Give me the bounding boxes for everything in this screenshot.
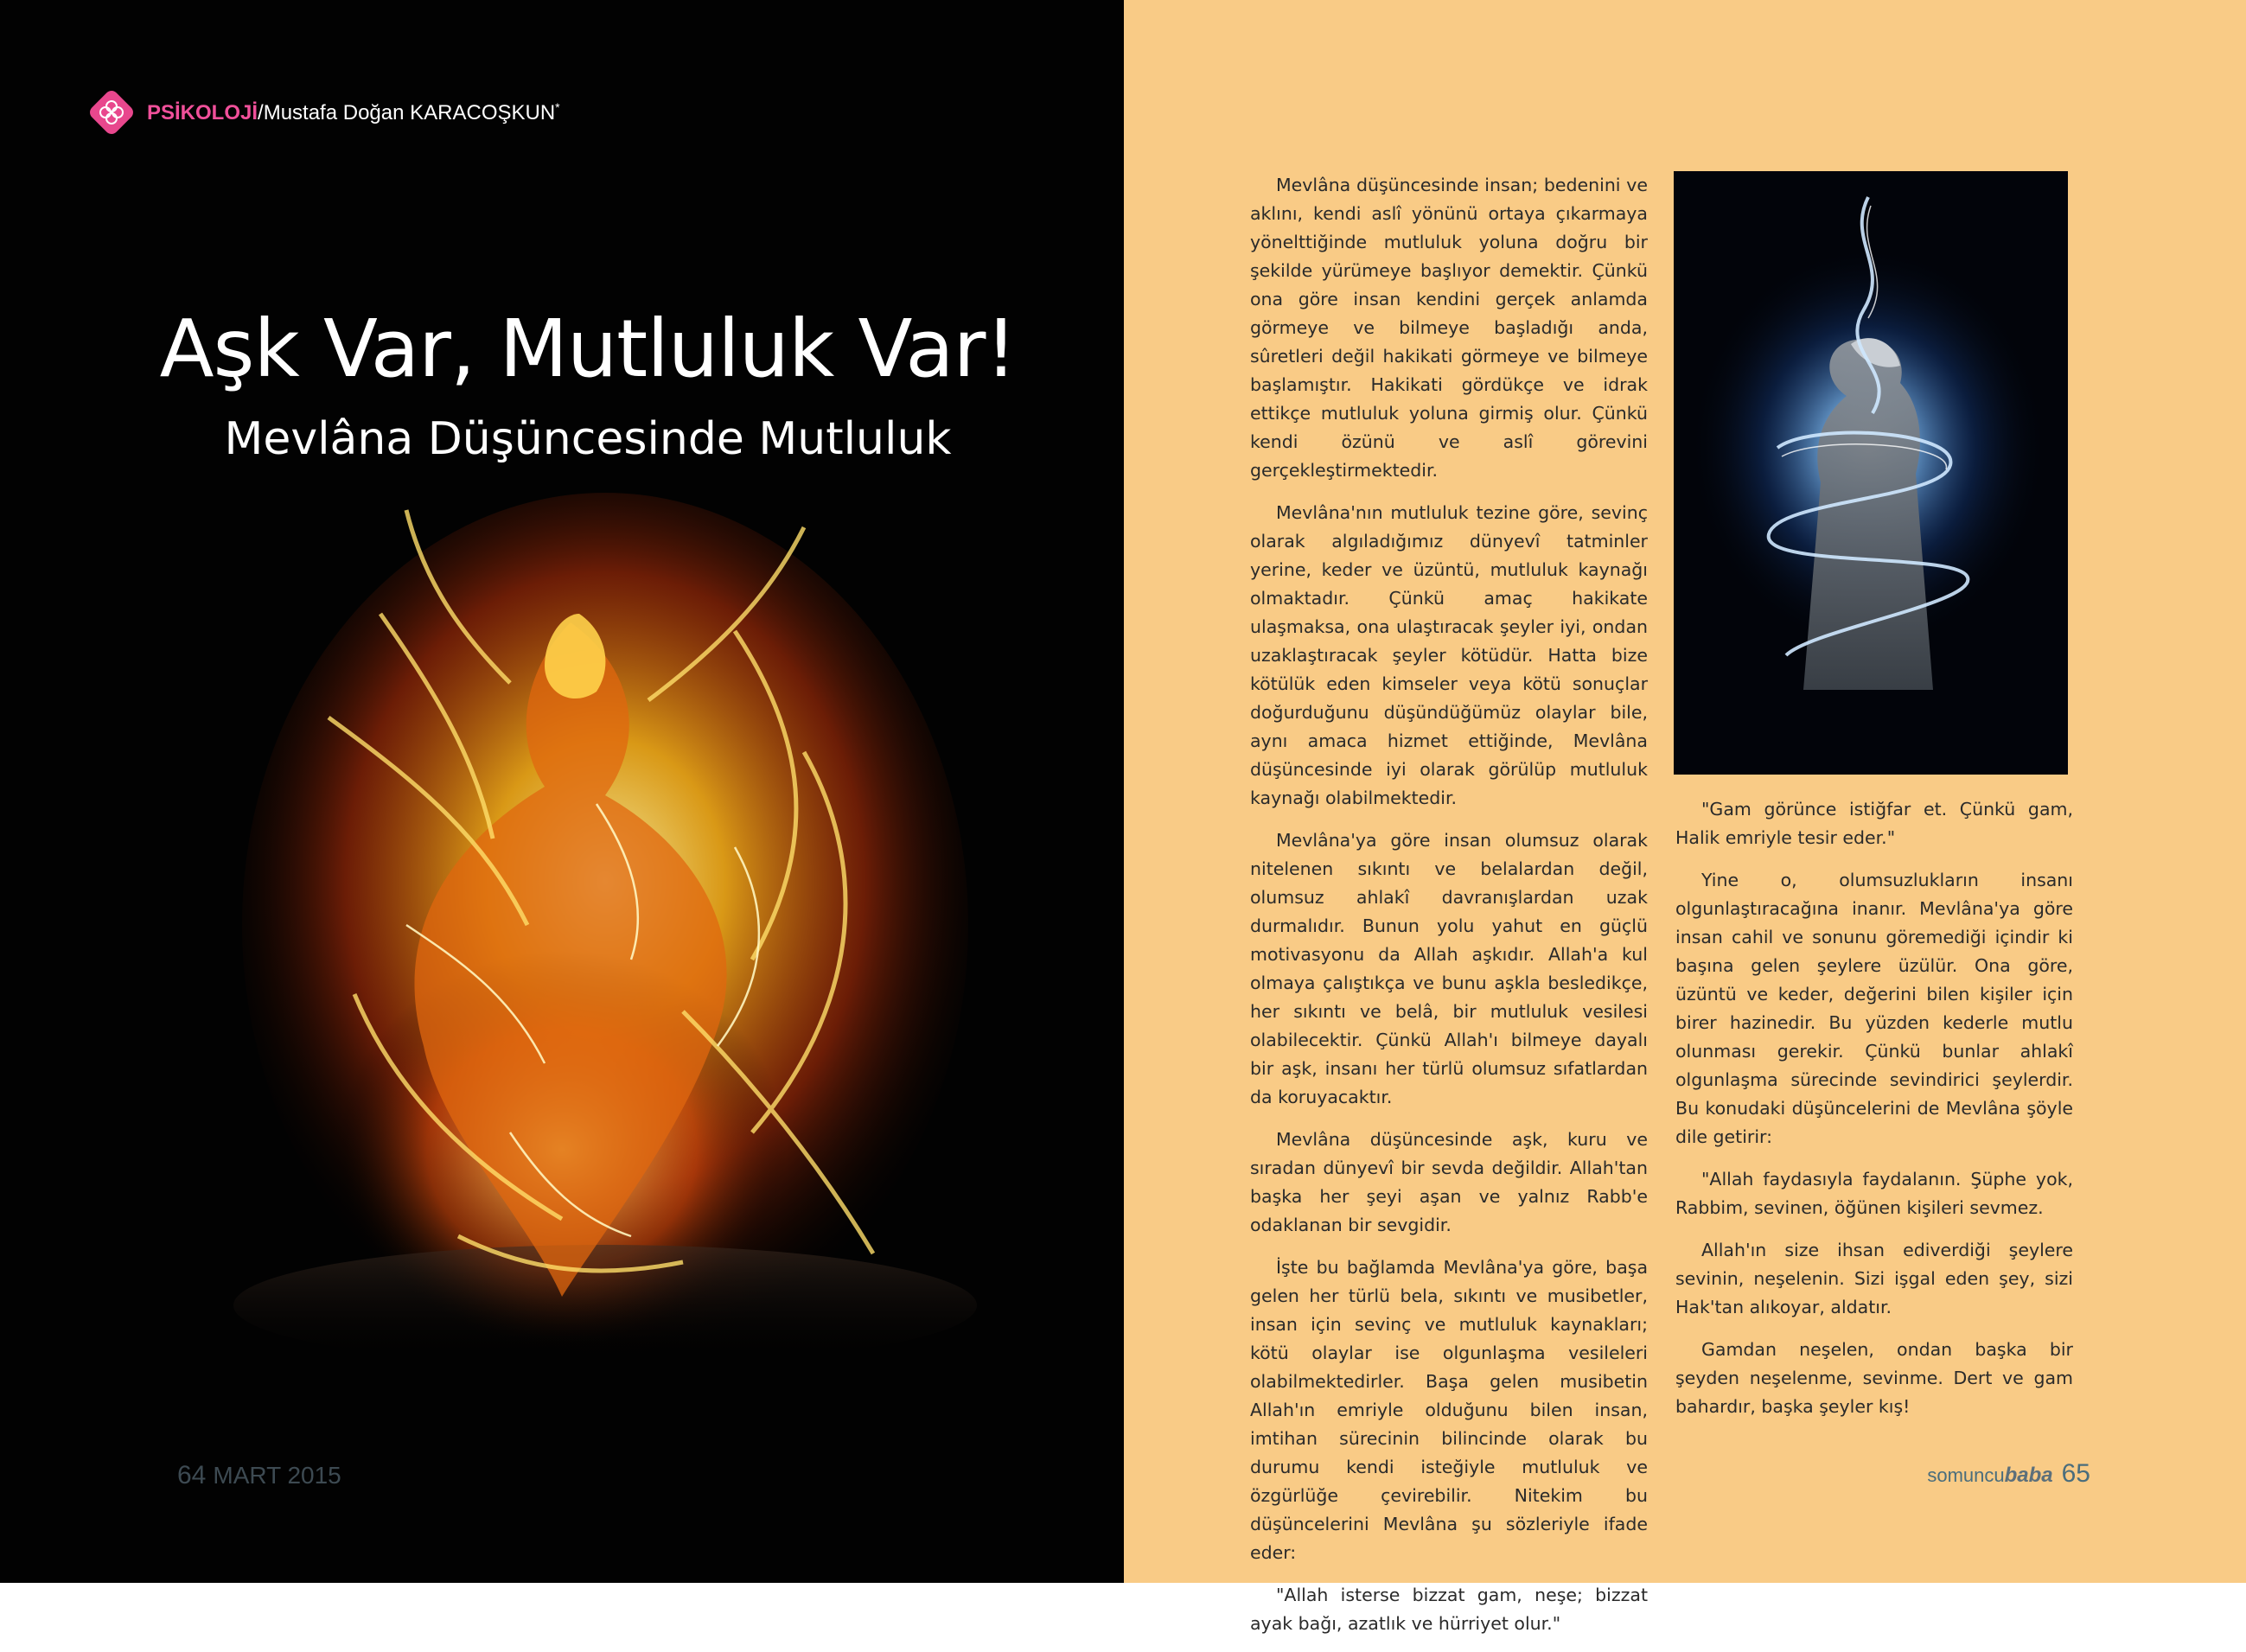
pink-diamond-ornament-icon	[85, 86, 138, 139]
right-page-number: 65	[2061, 1459, 2090, 1488]
magazine-brand-somuncu: somuncu	[1927, 1464, 2005, 1486]
section-separator: /	[258, 100, 264, 124]
right-page-folio	[1927, 1459, 2090, 1489]
issue-date: MART 2015	[213, 1462, 341, 1489]
author-footnote-mark: *	[555, 99, 560, 114]
quote-paragraph: Allah'ın size ihsan ediverdiği şeylere sevinin, neşelenin. Sizi işgal eden şey, sizi Hak'tan alıkoyar, aldatır.	[1675, 1240, 2073, 1317]
author-name: Mustafa Doğan KARACOŞKUN	[263, 100, 556, 124]
fiery-whirling-dervish-illustration	[199, 475, 1063, 1392]
paragraph: Mevlâna'ya göre insan olumsuz olarak nitelenen sıkıntı ve belalardan değil, olumsuz ahlakî davranışlardan uzak durmalıdır. Bunun yolu yahut en güçlü motivasyonu da Allah aşkıdır. Allah'a kul olmaya çalıştıkça ve bunu aşkla besledikçe, her sıkıntı ve belâ, bir mutluluk vesilesi olabilecektir. Çünkü Allah'ı bilmeye dayalı bir aşk, insanı her türlü olumsuz sıfatlardan da koruyacaktır.	[1250, 830, 1648, 1107]
article-subtitle: Mevlâna Düşüncesinde Mutluluk	[224, 413, 952, 465]
text-column-1	[1250, 171, 1648, 1652]
left-page-folio	[177, 1461, 341, 1490]
paragraph: Yine o, olumsuzlukların insanı olgunlaştıracağına inanır. Mevlâna'ya göre insan cahil ve sonunu göremediği içindir ki başına gelen şeylere üzülür. Ona göre, üzüntü ve keder, değerini bilen kişiler için birer hazinedir. Bu yüzden kederle mutlu olunması gerekir. Çünkü bunlar ahlakî olgunlaşma sürecinde sevindirici şeylerdir. Bu konudaki düşüncelerini de Mevlâna şöyle dile getirir:	[1675, 870, 2073, 1147]
quote-paragraph: "Allah faydasıyla faydalanın. Şüphe yok, Rabbim, sevinen, öğünen kişileri sevmez.	[1675, 1169, 2073, 1218]
paragraph: İşte bu bağlamda Mevlâna'ya göre, başa gelen her türlü bela, sıkıntı ve musibetler, insan için sevinç ve mutluluk kaynakları; kötü olaylar ise olgunlaşma vesileleri olabilmektedirler. Başa gelen musibetin Allah'ın emriyle olduğunu bilen insan, imtihan sürecinin bilincinde olarak bu durumu kendi isteğiyle mutluluk ve özgürlüğe çevirebilir. Nitekim bu düşüncelerini Mevlâna şu sözleriyle ifade eder:	[1250, 1257, 1648, 1563]
praying-figure-in-blue-light-swirl-illustration	[1674, 171, 2068, 775]
quote-paragraph: "Gam görünce istiğfar et. Çünkü gam, Halik emriyle tesir eder."	[1675, 799, 2073, 848]
right-page	[1124, 0, 2246, 1634]
article-figure	[1674, 171, 2068, 775]
paragraph: Mevlâna düşüncesinde insan; bedenini ve aklını, kendi aslî yönünü ortaya çıkarmaya yönelttiğinde mutluluk yoluna doğru bir şekilde yürümeye başlıyor demektir. Çünkü ona göre insan kendini gerçek anlamda görmeye ve bilmeye başladığı anda, sûretleri değil hakikati görmeye ve bilmeye başlamıştır. Hakikati gördükçe ve idrak ettikçe mutluluk yoluna girmiş olur. Çünkü kendi özünü ve aslî görevini gerçekleştirmektedir.	[1250, 175, 1648, 481]
magazine-brand-baba: baba	[2004, 1464, 2053, 1487]
section-name: PSİKOLOJİ	[147, 100, 258, 124]
left-page	[0, 0, 1124, 1583]
paragraph: Mevlâna düşüncesinde aşk, kuru ve sıradan dünyevî bir sevda değildir. Allah'tan başka her şeyi aşan ve yalnız Rabb'e odaklanan bir sevgidir.	[1250, 1129, 1648, 1235]
text-column-2	[1675, 795, 2073, 1435]
section-header	[85, 83, 560, 142]
quote-paragraph: Gamdan neşelen, ondan başka bir şeyden neşelenme, sevinme. Dert ve gam bahardır, başka şeyler kış!	[1675, 1339, 2073, 1417]
quote-paragraph: "Allah isterse bizzat gam, neşe; bizzat ayak bağı, azatlık ve hürriyet olur."	[1250, 1585, 1648, 1634]
article-title: Aşk Var, Mutluluk Var!	[159, 303, 1017, 395]
section-label	[147, 100, 560, 125]
left-page-number: 64	[177, 1461, 207, 1489]
paragraph: Mevlâna'nın mutluluk tezine göre, sevinç olarak algıladığımız dünyevî tatminler yerine, keder ve üzüntü, mutluluk kaynağı olmaktadır. Çünkü amaç hakikate ulaşmaksa, ona ulaştıracak şeyler iyi, ondan uzaklaştıracak şeyler kötüdür. Hatta bize kötülük eden kimseler veya kötü sonuçlar doğurduğunu düşündüğümüz olaylar bile, aynı amaca hizmet ettiğinde, Mevlâna düşüncesinde iyi olarak görülüp mutluluk kaynağı olabilmektedir.	[1250, 502, 1648, 808]
